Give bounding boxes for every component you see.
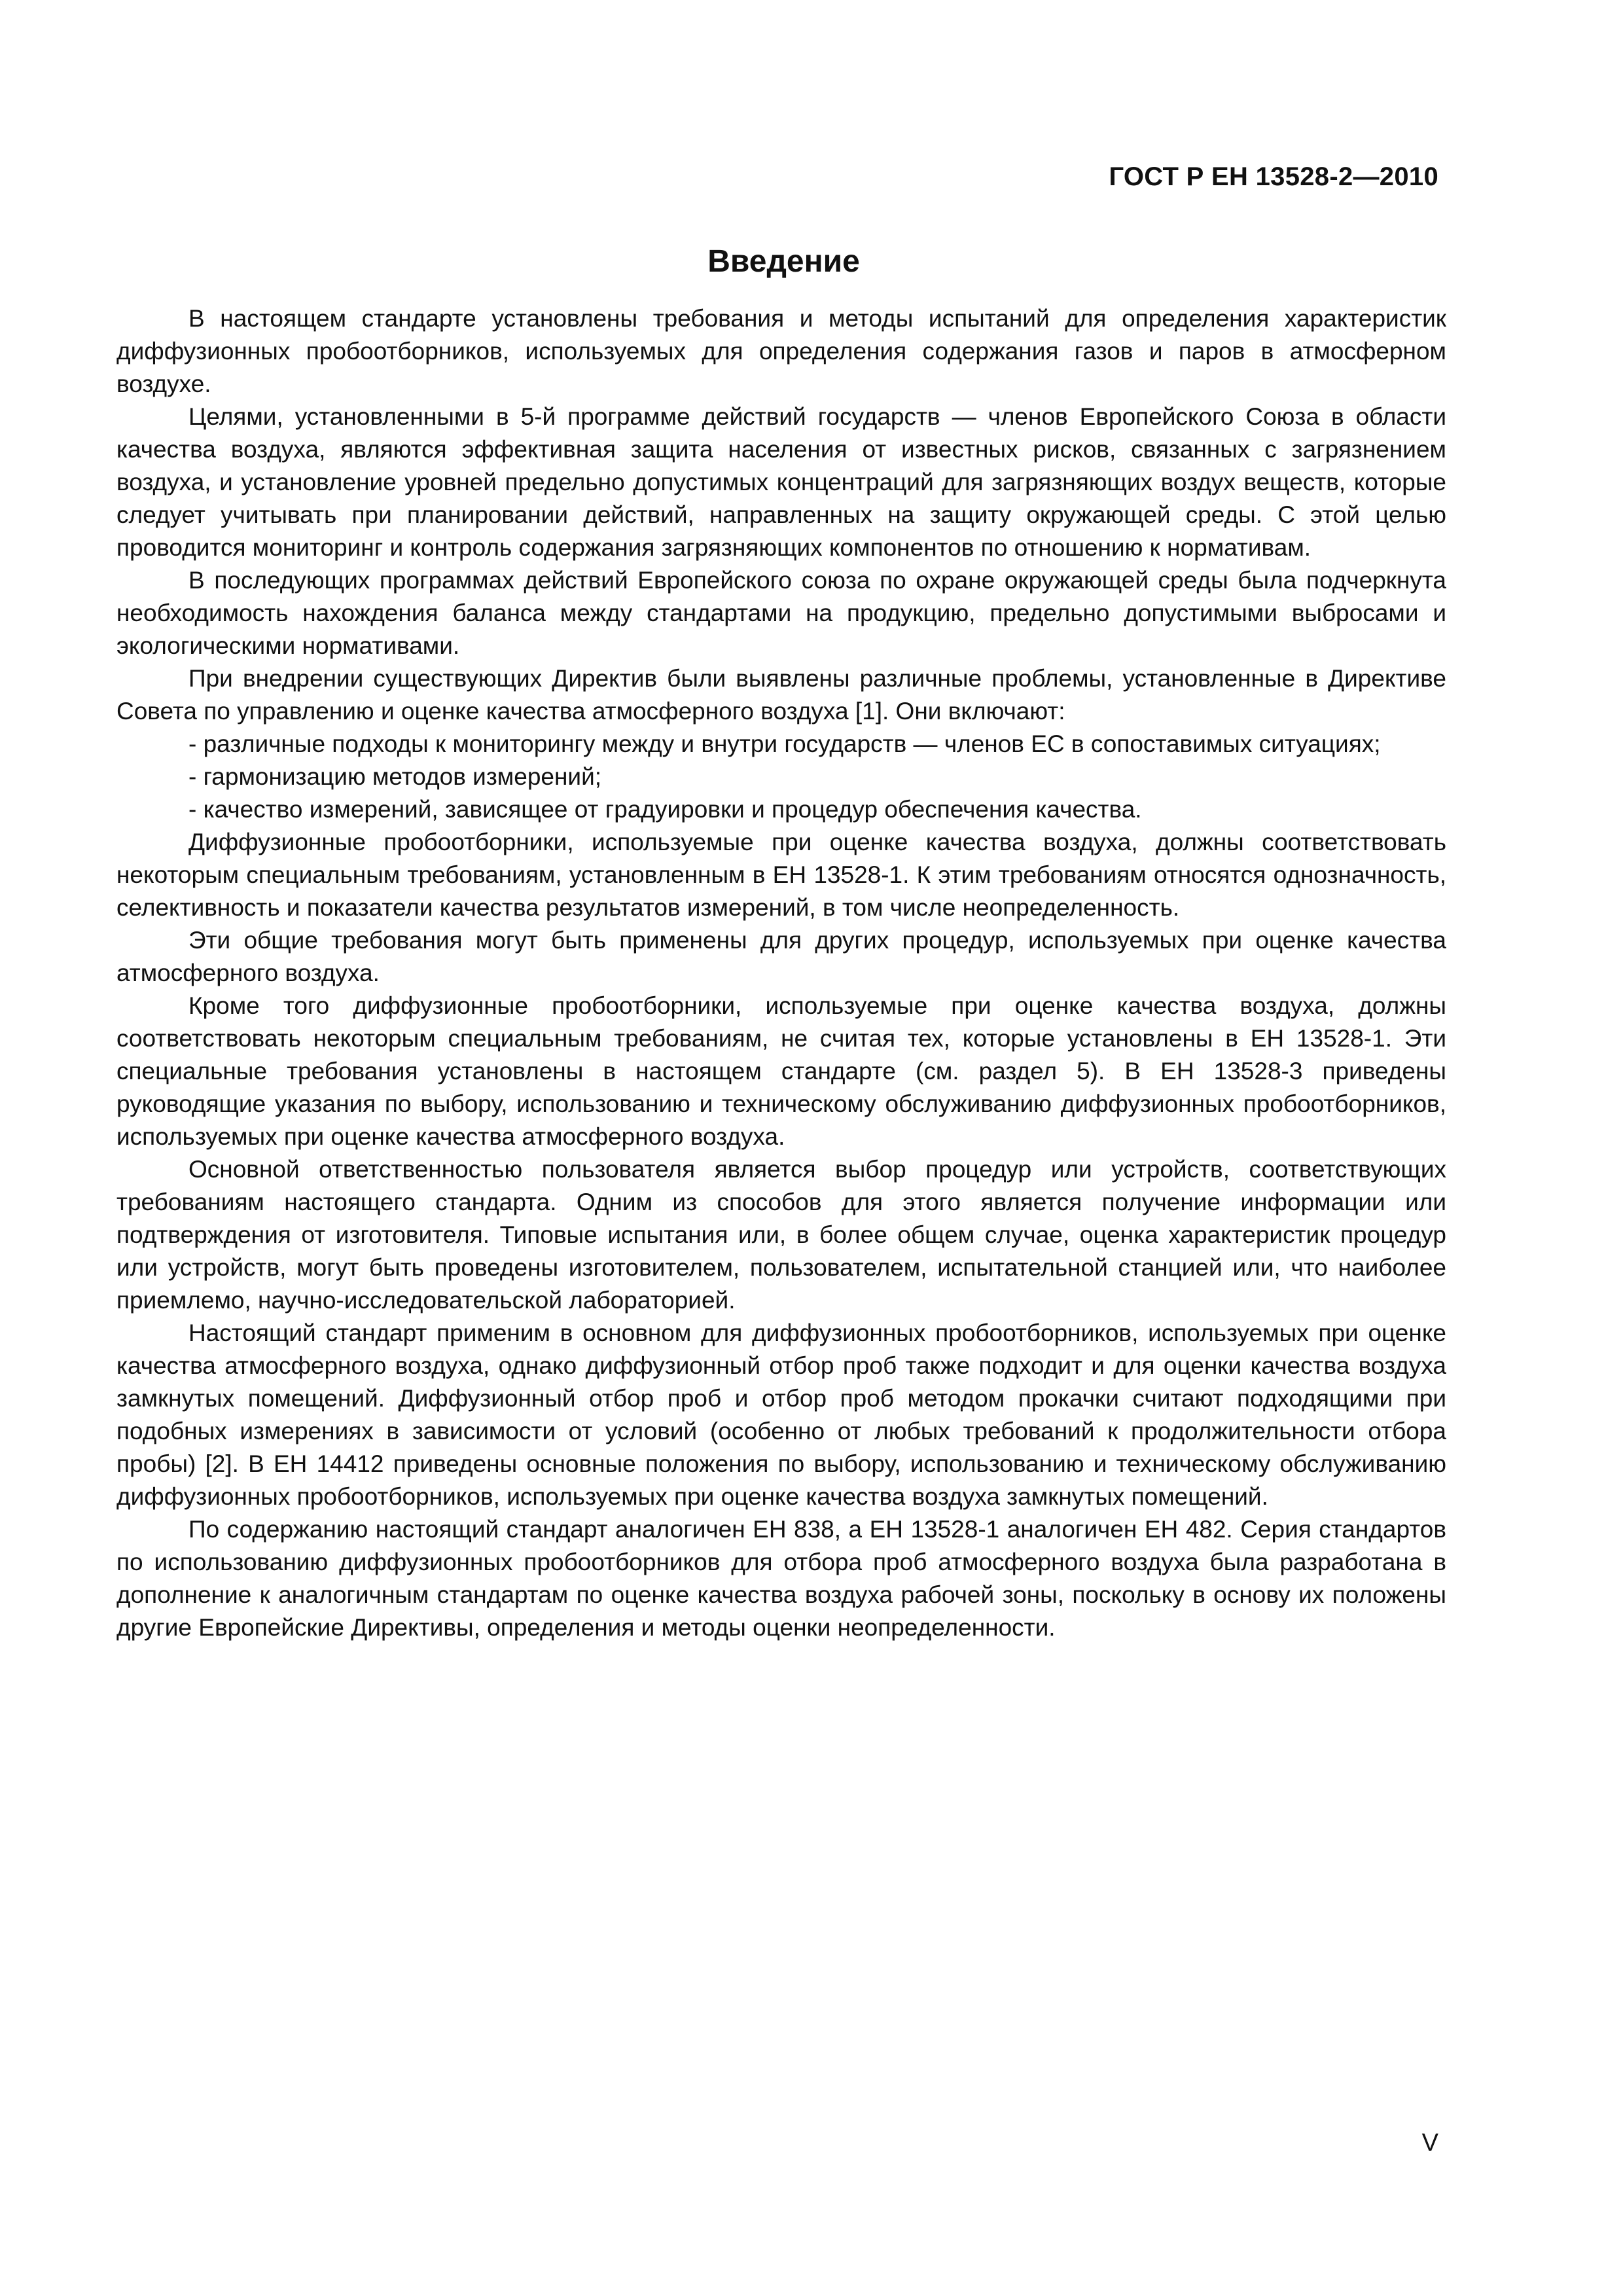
paragraph: При внедрении существующих Директив были выявлены различные проблемы, установленные в Директиве Совета по управлению и оценке качества атмосферного воздуха [1]. Они включают: — [116, 665, 1446, 725]
paragraph: Целями, установленными в 5-й программе действий государств — членов Европейского Союза в области качества воздуха, являются эффективная защита населения от известных рисков, связанных с загрязнением воздуха, и установление уровней предельно допустимых концентраций для загрязняющих воздух веществ, которые следует учитывать при планировании действий, направленных на защиту окружающей среды. С этой целью проводится мониторинг и контроль содержания загрязняющих компонентов по отношению к нормативам. — [116, 403, 1446, 561]
document-body — [116, 302, 1446, 1644]
paragraph: Кроме того диффузионные пробоотборники, используемые при оценке качества воздуха, должны соответствовать некоторым специальным требованиям, не считая тех, которые установлены в ЕН 13528-1. Эти специальные требования установлены в настоящем стандарте (см. раздел 5). В ЕН 13528-3 приведены руководящие указания по выбору, использованию и техническому обслуживанию диффузионных пробоотборников, используемых при оценке качества атмосферного воздуха. — [116, 992, 1446, 1150]
paragraph: По содержанию настоящий стандарт аналогичен ЕН 838, а ЕН 13528-1 аналогичен ЕН 482. Серия стандартов по использованию диффузионных пробоотборников для отбора проб атмосферного воздуха была разработана в дополнение к аналогичным стандартам по оценке качества воздуха рабочей зоны, поскольку в основу их положены другие Европейские Директивы, определения и методы оценки неопределенности. — [116, 1516, 1446, 1641]
list-item: - различные подходы к мониторингу между и внутри государств — членов ЕС в сопоставимых ситуациях; — [188, 730, 1381, 757]
page-number: V — [1421, 2129, 1438, 2157]
paragraph: Эти общие требования могут быть применены для других процедур, используемых при оценке качества атмосферного воздуха. — [116, 927, 1446, 986]
document-code: ГОСТ Р ЕН 13528-2—2010 — [1109, 162, 1438, 191]
list-item: - гармонизацию методов измерений; — [188, 763, 602, 790]
paragraph: Основной ответственностью пользователя является выбор процедур или устройств, соответствующих требованиям настоящего стандарта. Одним из способов для этого является получение информации или подтверждения от изготовителя. Типовые испытания или, в более общем случае, оценка характеристик процедур или устройств, могут быть проведены изготовителем, пользователем, испытательной станцией или, что наиболее приемлемо, научно-исследовательской лабораторией. — [116, 1156, 1446, 1314]
paragraph: Настоящий стандарт применим в основном для диффузионных пробоотборников, используемых при оценке качества атмосферного воздуха, однако диффузионный отбор проб также подходит и для оценки качества воздуха замкнутых помещений. Диффузионный отбор проб и отбор проб методом прокачки считают подходящими при подобных измерениях в зависимости от условий (особенно от любых требований к продолжительности отбора пробы) [2]. В ЕН 14412 приведены основные положения по выбору, использованию и техническому обслуживанию диффузионных пробоотборников, используемых при оценке качества воздуха замкнутых помещений. — [116, 1319, 1446, 1510]
section-title: Введение — [707, 244, 860, 279]
list-item: - качество измерений, зависящее от градуировки и процедур обеспечения качества. — [188, 796, 1142, 823]
paragraph: В последующих программах действий Европейского союза по охране окружающей среды была подчеркнута необходимость нахождения баланса между стандартами на продукцию, предельно допустимыми выбросами и экологическими нормативами. — [116, 567, 1446, 659]
paragraph: Диффузионные пробоотборники, используемые при оценке качества воздуха, должны соответствовать некоторым специальным требованиям, установленным в ЕН 13528-1. К этим требованиям относятся однозначность, селективность и показатели качества результатов измерений, в том числе неопределенность. — [116, 829, 1446, 921]
paragraph: В настоящем стандарте установлены требования и методы испытаний для определения характеристик диффузионных пробоотборников, используемых для определения содержания газов и паров в атмосферном воздухе. — [116, 305, 1446, 397]
